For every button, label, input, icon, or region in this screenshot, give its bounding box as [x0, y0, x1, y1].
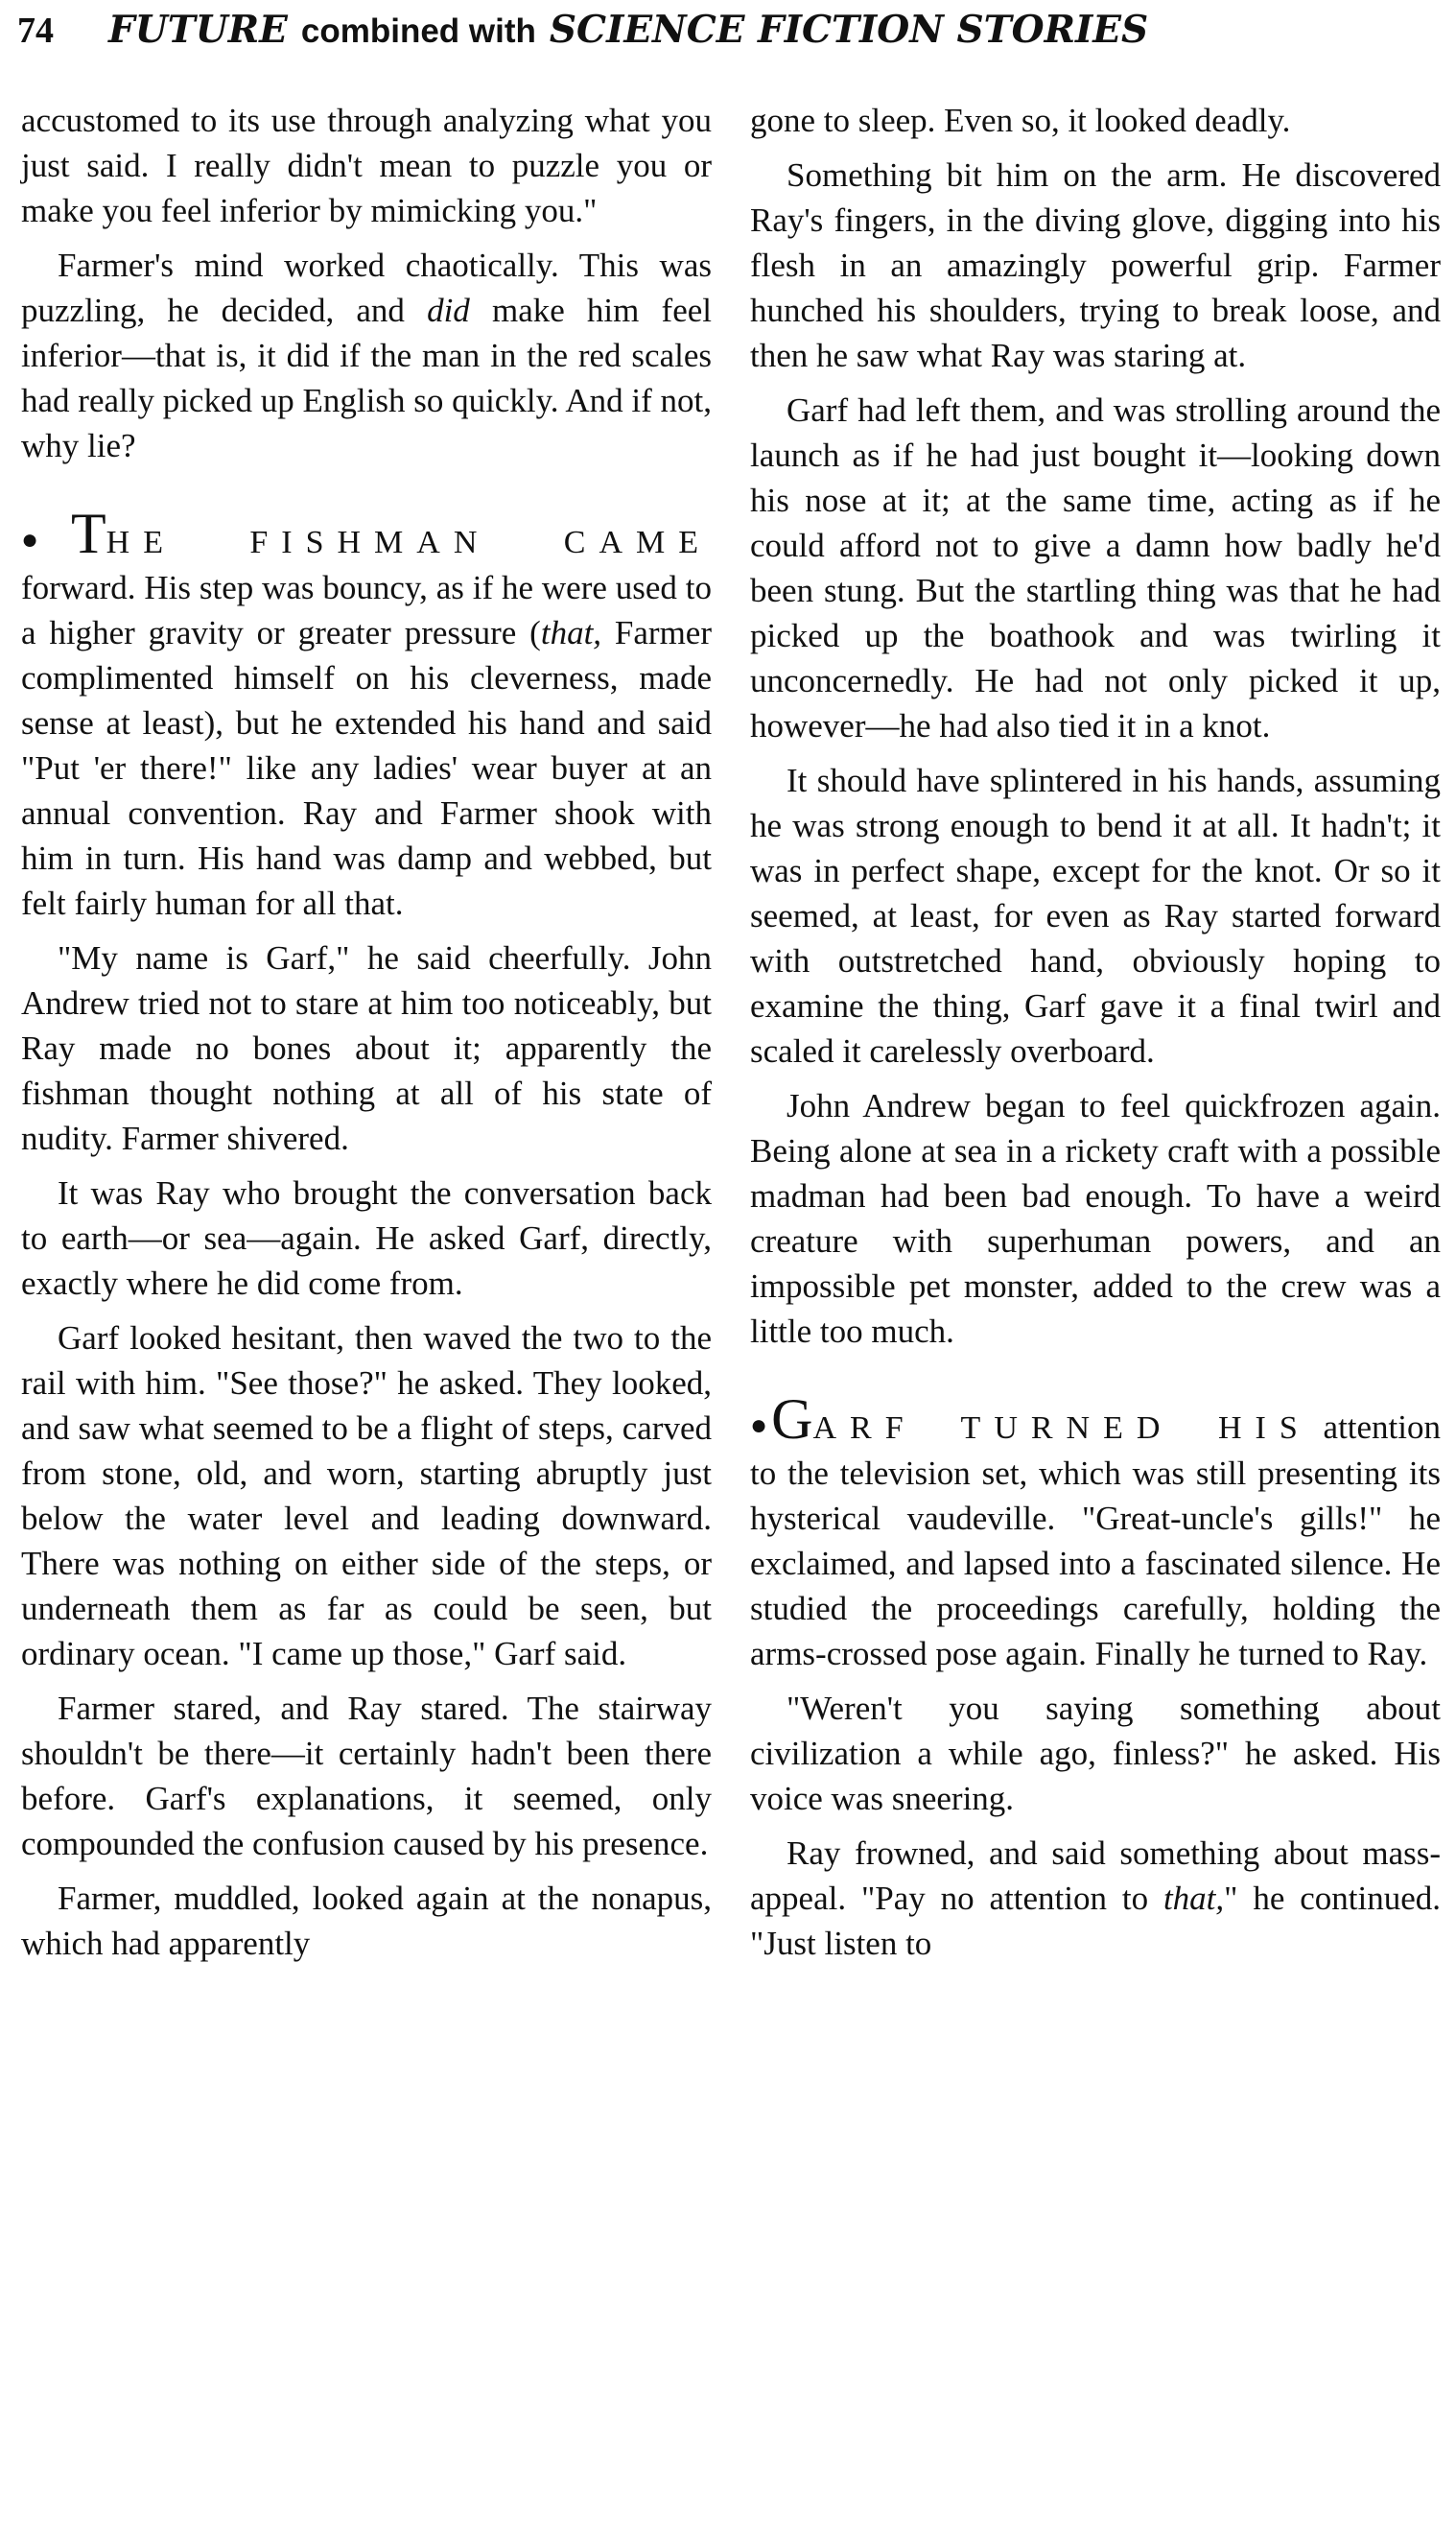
section-opening-paragraph: ●THE FISHMAN CAME forward. His step was bouncy, as if he were used to a higher gravity or greater pressure (that, Farmer complimented himself on his cleverness, made sense at least), but he extended his hand and said "Put 'er there!" like any ladies' wear buyer at an annual convention. Ray and Farmer shook with him in turn. His hand was damp and webbed, but felt fairly human for all that. [21, 502, 712, 922]
paragraph: "Weren't you saying something about civilization a while ago, finless?" he asked. His voice was sneering. [750, 1690, 1441, 1817]
paragraph: Ray frowned, and said something about mass-appeal. "Pay no attention to that," he continued. "Just listen to [750, 1834, 1442, 1962]
magazine-title-right: SCIENCE FICTION STORIES [549, 8, 1149, 52]
drop-cap: T [71, 502, 106, 565]
section-bullet-icon: ● [750, 1409, 772, 1441]
drop-cap: G [771, 1387, 813, 1451]
paragraph: "My name is Garf," he said cheerfully. John Andrew tried not to stare at him too noticeably, but Ray made no bones about it; apparently the fishman thought nothing at all of his state of nudity. Farmer shivered. [21, 939, 712, 1157]
paragraph: It should have splintered in his hands, assuming he was strong enough to bend it at all. It hadn't; it was in perfect shape, except for the knot. Or so it seemed, at least, for even as Ray started forward with outstretched hand, obviously hoping to examine the thing, Garf gave it a final twirl and scaled it carelessly overboard. [750, 762, 1441, 1070]
paragraph: accustomed to its use through analyzing what you just said. I really didn't mean to puzzle you or make you feel inferior by mimicking you." [21, 102, 712, 229]
running-header [17, 8, 1439, 61]
paragraph: Farmer, muddled, looked again at the nonapus, which had apparently [21, 1880, 712, 1962]
paragraph: Farmer's mind worked chaotically. This was puzzling, he decided, and did make him feel inferior—that is, it did if the man in the red scales had really picked up English so quickly. And if not, why lie? [21, 247, 712, 464]
paragraph: Something bit him on the arm. He discovered Ray's fingers, in the diving glove, digging into his flesh in an amazingly powerful grip. Farmer hunched his shoulders, trying to break loose, and then he saw what Ray was staring at. [750, 156, 1441, 374]
right-column [750, 98, 1441, 1975]
paragraph: Garf looked hesitant, then waved the two to the rail with him. "See those?" he asked. They looked, and saw what seemed to be a flight of steps, carved from stone, old, and worn, starting abruptly just below the water level and leading downward. There was nothing on either side of the steps, or underneath them as far as could be seen, but ordinary ocean. "I came up those," Garf said. [21, 1319, 712, 1672]
magazine-title-left: FUTURE [108, 8, 288, 52]
left-column [21, 98, 712, 1975]
paragraph: It was Ray who brought the conversation back to earth—or sea—again. He asked Garf, directly, exactly where he did come from. [21, 1174, 712, 1302]
section-bullet-icon: ● [21, 524, 71, 556]
page-number: 74 [17, 11, 54, 51]
section-opening-paragraph: ●GARF TURNED HIS attention to the television set, which was still presenting its hysterical vaudeville. "Great-uncle's gills!" he exclaimed, and lapsed into a fascinated silence. He studied the proceedings carefully, holding the arms-crossed pose again. Finally he turned to Ray. [750, 1387, 1441, 1672]
paragraph: Farmer stared, and Ray stared. The stairway shouldn't be there—it certainly hadn't been there before. Garf's explanations, it seemed, only compounded the confusion caused by his presence. [21, 1690, 712, 1862]
combined-with-text: combined with [300, 12, 536, 50]
paragraph: gone to sleep. Even so, it looked deadly. [750, 102, 1291, 139]
paragraph: John Andrew began to feel quickfrozen again. Being alone at sea in a rickety craft with a possible madman had been bad enough. To have a weird creature with superhuman powers, and an impossible pet monster, added to the crew was a little too much. [750, 1087, 1441, 1350]
paragraph: Garf had left them, and was strolling around the launch as if he had just bought it—looking down his nose at it; at the same time, acting as if he could afford not to give a damn how badly he'd been stung. But the startling thing was that he had picked up the boathook and was twirling it unconcernedly. He had not only picked it up, however—he had also tied it in a knot. [750, 391, 1441, 745]
